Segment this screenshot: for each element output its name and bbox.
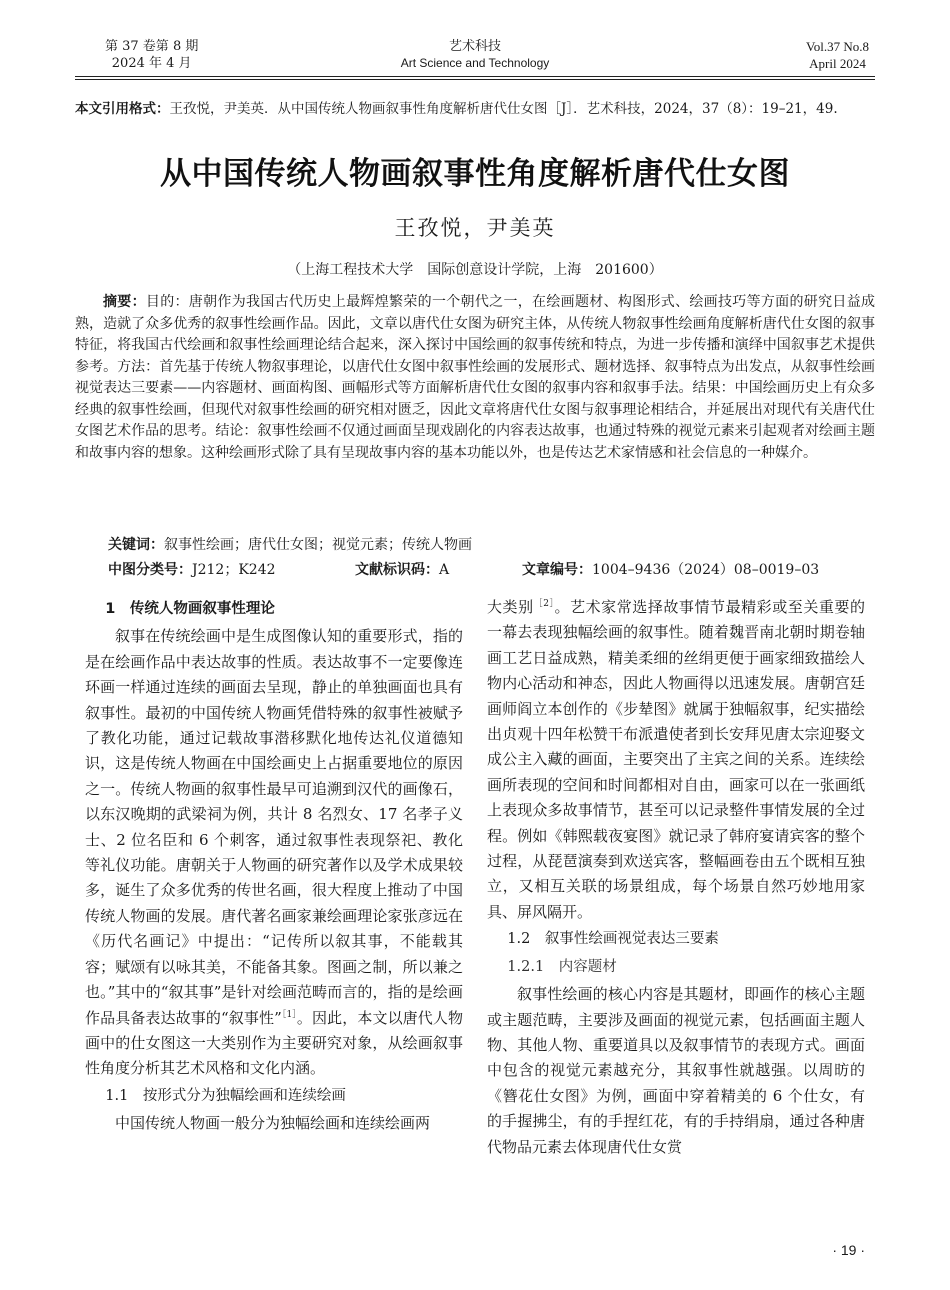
clc-label: 中图分类号： (108, 562, 192, 578)
article-number (522, 560, 819, 580)
running-header (75, 36, 875, 80)
keywords-text: 叙事性绘画；唐代仕女图；视觉元素；传统人物画 (164, 537, 472, 553)
citation-label: 本文引用格式： (75, 101, 170, 117)
paragraph-text: 。艺术家常选择故事情节最精彩或至关重要的一幕去表现独幅绘画的叙事性。随着魏晋南北朝时期卷轴画工艺日益成熟，精美柔细的丝绢更便于画家细致描绘人物内心活动和神态，因此人物画得以迅速发展。唐朝宫廷画师阎立本创作的《步辇图》就属于独幅叙事，纪实描绘出贞观十四年松赞干布派遣使者到长安拜见唐太宗迎娶文成公主入藏的画面，主要突出了主宾之间的关系。连续绘画所表现的空间和时间都相对自由，画家可以在一张画纸上表现众多故事情节，甚至可以记录整件事情发展的全过程。例如《韩熙载夜宴图》就记录了韩府宴请宾客的整个过程，从琵琶演奏到欢送宾客，整幅画卷由五个既相互独立，又相互关联的场景组成，每个场景自然巧妙地用家具、屏风隔开。 (487, 598, 865, 921)
section-heading-1-2-1: 1.2.1 内容题材 (507, 958, 617, 975)
section-heading-1-2: 1.2 叙事性绘画视觉表达三要素 (507, 931, 719, 948)
section-heading-1: 1 传统人物画叙事性理论 (105, 601, 275, 617)
doc-label: 文献标识码： (355, 562, 439, 578)
journal-name-cn: 艺术科技 (448, 39, 501, 54)
page-number: · 19 · (832, 1242, 865, 1258)
journal-name-en: Art Science and Technology (400, 56, 550, 70)
journal-name (75, 38, 875, 72)
article-title: 从中国传统人物画叙事性角度解析唐代仕女图 (160, 156, 790, 192)
author-affiliation: （上海工程技术大学 国际创意设计学院，上海 201600） (287, 262, 663, 278)
document-code (355, 560, 449, 580)
volume-issue-en: Vol.37 No.8 (806, 39, 869, 54)
paragraph-text: 叙事在传统绘画中是生成图像认知的重要形式，指的是在绘画作品中表达故事的性质。表达故事不一定要像连环画一样通过连续的画面去呈现，静止的单独画面也具有叙事性。最初的中国传统人物画凭借特殊的叙事性被赋予了教化功能，通过记载故事潜移默化地传达礼仪道德知识，这是传统人物画在中国绘画史上占据重要地位的原因之一。传统人物画的叙事性最早可追溯到汉代的画像石，以东汉晚期的武梁祠为例，共计 8 名烈女、17 名孝子义士、2 位名臣和 6 个刺客，通过叙事性表现祭祀、教化等礼仪功能。唐朝关于人物画的研究著作以及学术成果较多，诞生了众多优秀的传世名画，很大程度上推动了中国传统人物画的发展。唐代著名画家兼绘画理论家张彦远在《历代名画记》中提出：“记传所以叙其事，不能载其容；赋颂有以咏其美，不能备其象。图画之制，所以兼之也。”其中的“叙其事”是针对绘画范畴而言的，指的是绘画作品具备表达故事的“叙事性” (85, 627, 463, 1027)
header-rule-thick (75, 76, 875, 77)
body-column-right (487, 595, 865, 1160)
art-label: 文章编号： (522, 562, 592, 578)
issue-date-en: April 2024 (809, 56, 866, 71)
clc-value: J212；K242 (192, 562, 276, 578)
art-value: 1004–9436（2024）08–0019–03 (592, 562, 820, 578)
section-heading-1-1: 1.1 按形式分为独幅绘画和连续绘画 (105, 1087, 346, 1104)
header-rule-thin (75, 79, 875, 80)
paragraph: 叙事性绘画的核心内容是其题材，即画作的核心主题或主题范畴，主要涉及画面的视觉元素，包括画面主题人物、其他人物、重要道具以及叙事情节的表现方式。画面中包含的视觉元素越充分，其叙事性就越强。以周昉的《簪花仕女图》为例，画面中穿着精美的 6 个仕女，有的手握拂尘，有的手捏红花，有的手持绢扇，通过各种唐代物品元素去体现唐代仕女赏 (487, 985, 865, 1156)
paragraph-text: 。因此，本文以唐代人物画中的仕女图这一大类别作为主要研究对象，从绘画叙事性角度分析其艺术风格和文化内涵。 (85, 1008, 463, 1078)
reference-mark: ［1］ (281, 1009, 297, 1020)
keywords (108, 535, 875, 555)
reference-mark: ［2］ (533, 599, 555, 609)
abstract-label: 摘要： (103, 294, 146, 310)
paragraph: 中国传统人物画一般分为独幅绘画和连续绘画两 (115, 1114, 431, 1133)
volume-issue: 第 37 卷第 8 期 (105, 39, 199, 54)
abstract-text: 目的：唐朝作为我国古代历史上最辉煌繁荣的一个朝代之一，在绘画题材、构图形式、绘画技巧等方面的研究日益成熟，造就了众多优秀的叙事性绘画作品。因此，文章以唐代仕女图为研究主体，从传统人物叙事性绘画角度解析唐代仕女图的叙事特征，将我国古代绘画和叙事性绘画理论结合起来，深入探讨中国绘画的叙事传统和特点，为进一步传播和演绎中国叙事艺术提供参考。方法：首先基于传统人物叙事理论，以唐代仕女图中叙事性绘画的发展形式、题材选择、叙事特点为出发点，从叙事性绘画视觉表达三要素——内容题材、画面构图、画幅形式等方面解析唐代仕女图的叙事内容和叙事手法。结果：中国绘画历史上有众多经典的叙事性绘画，但现代对叙事性绘画的研究相对匮乏，因此文章将唐代仕女图与叙事理论相结合，并延展出对现代有关唐代仕女图艺术作品的思考。结论：叙事性绘画不仅通过画面呈现戏剧化的内容表达故事，也通过特殊的视觉元素来引起观者对绘画主题和故事内容的想象。这种绘画形式除了具有呈现故事内容的基本功能以外，也是传达艺术家情感和社会信息的一种媒介。 (75, 294, 875, 461)
abstract (75, 292, 875, 464)
paragraph (85, 624, 463, 1081)
doc-value: A (439, 562, 450, 578)
paragraph (487, 595, 865, 925)
article-authors: 王孜悦，尹美英 (394, 216, 556, 240)
citation-text: 王孜悦，尹美英．从中国传统人物画叙事性角度解析唐代仕女图［J］．艺术科技，2024，37（8）：19–21，49. (169, 101, 838, 117)
paragraph-text: 大类别 (487, 598, 534, 616)
citation-format (75, 100, 875, 118)
keywords-label: 关键词： (108, 537, 164, 553)
issue-date: 2024 年 4 月 (111, 56, 192, 71)
issue-info-en (806, 38, 869, 72)
body-column-left (85, 595, 463, 1137)
clc-number (108, 560, 276, 580)
